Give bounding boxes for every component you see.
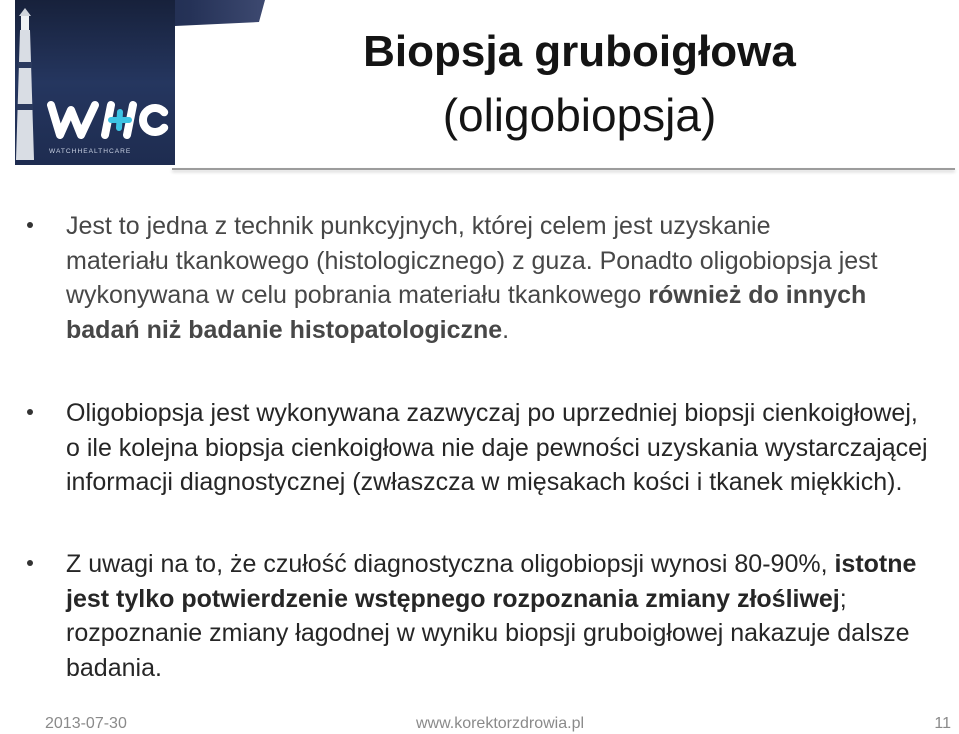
bold-text-run: jest tylko potwierdzenie wstępnego rozpoznania zmiany złośliwej: [66, 584, 840, 613]
text-run: Z uwagi na to, że czułość diagnostyczna oligobiopsji wynosi 80-90%,: [66, 550, 835, 578]
slide-title-line-2: (oligobiopsja): [442, 89, 717, 141]
bullet-dot: [27, 222, 33, 228]
text-run: Jest to jedna z technik punkcyjnych, której celem jest uzyskanie: [66, 212, 771, 240]
footer-website: www.korektorzdrowia.pl: [415, 715, 585, 732]
text-run: materiału tkankowego (histologicznego) z guza. Ponadto oligobiopsja jest: [66, 246, 878, 275]
bullet-dot: [27, 560, 33, 566]
text-run: o ile kolejna biopsja cienkoigłowa nie daje pewności uzyskania wystarczającej: [66, 433, 928, 462]
bold-text-run: istotne: [834, 550, 917, 578]
bullet-line: [66, 278, 956, 313]
bullet-item-3: [66, 547, 956, 685]
logo-background: [15, 0, 175, 165]
text-run: wykonywana w celu pobrania materiału tkankowego: [66, 281, 649, 309]
bullet-line: [66, 651, 956, 686]
bullet-dot: [27, 409, 33, 415]
text-run: .: [502, 315, 510, 344]
text-run: Oligobiopsja jest wykonywana zazwyczaj po uprzedniej biopsji cienkoigłowej,: [66, 399, 918, 427]
bullet-line: [66, 465, 956, 500]
bullet-line: [66, 396, 956, 431]
text-run: badania.: [66, 653, 162, 682]
bullet-line: [66, 244, 956, 279]
slide-title-line-1: Biopsja gruboigłowa: [363, 27, 796, 76]
bullet-line: [66, 582, 956, 617]
text-run: ;: [839, 584, 847, 613]
bold-text-run: również do innych: [648, 281, 867, 309]
bullet-item-2: [66, 396, 956, 500]
footer-page-number: 11: [934, 715, 951, 732]
bullet-line: [66, 431, 956, 466]
bullet-line: [66, 313, 956, 348]
bullet-line: [66, 616, 956, 651]
bullet-item-1: [66, 209, 956, 347]
bullet-line: [66, 209, 956, 244]
bold-text-run: badań niż badanie histopatologiczne: [66, 315, 503, 344]
footer-date: 2013-07-30: [45, 715, 127, 732]
bullet-line: [66, 547, 956, 582]
text-run: informacji diagnostycznej (zwłaszcza w mięsakach kości i tkanek miękkich).: [66, 468, 903, 496]
title-divider: [172, 168, 955, 170]
logo-tagline: WATCHHEALTHCARE: [49, 148, 132, 155]
text-run: rozpoznanie zmiany łagodnej w wyniku biopsji gruboigłowej nakazuje dalsze: [66, 619, 910, 647]
